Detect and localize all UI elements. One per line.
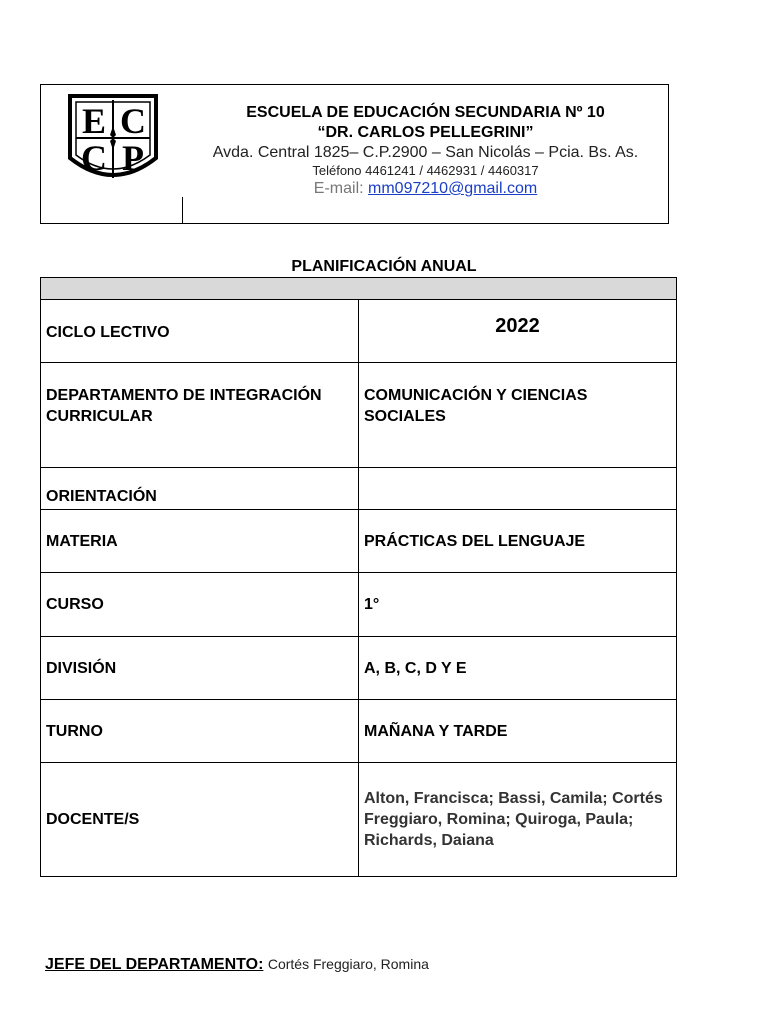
planning-table — [40, 277, 677, 877]
table-row-docentes — [41, 763, 677, 877]
school-name: ESCUELA DE EDUCACIÓN SECUNDARIA Nº 10 — [246, 104, 605, 121]
table-row-division — [41, 637, 677, 700]
logo-letter-p: P — [122, 138, 144, 178]
table-row-turno — [41, 700, 677, 763]
document-title: PLANIFICACIÓN ANUAL — [291, 258, 477, 275]
email-link[interactable]: mm097210@gmail.com — [368, 180, 538, 197]
school-patron: “DR. CARLOS PELLEGRINI” — [317, 124, 534, 141]
row-label-docentes: DOCENTE/S — [41, 763, 359, 877]
school-logo — [65, 92, 161, 188]
logo-letter-e: E — [81, 101, 107, 141]
row-label-turno: TURNO — [41, 700, 359, 763]
department-head — [45, 954, 429, 975]
logo-letter-c1: C — [120, 101, 146, 141]
row-label-curso: CURSO — [41, 573, 359, 637]
row-label-materia: MATERIA — [41, 510, 359, 573]
table-row-ciclo — [41, 300, 677, 363]
logo-cell — [41, 85, 183, 223]
row-value-departamento: COMUNICACIÓN Y CIENCIAS SOCIALES — [359, 363, 677, 468]
row-label-ciclo: CICLO LECTIVO — [41, 300, 359, 363]
department-head-label: JEFE DEL DEPARTAMENTO: — [45, 956, 264, 973]
row-label-division: DIVISIÓN — [41, 637, 359, 700]
table-row-materia — [41, 510, 677, 573]
school-phone: Teléfono 4461241 / 4462931 / 4460317 — [312, 163, 539, 178]
row-label-departamento: DEPARTAMENTO DE INTEGRACIÓN CURRICULAR — [41, 363, 359, 468]
row-value-materia: PRÁCTICAS DEL LENGUAJE — [359, 510, 677, 573]
table-shaded-header — [41, 278, 677, 300]
school-email-line — [183, 179, 668, 199]
row-value-docentes: Alton, Francisca; Bassi, Camila; Cortés Freggiaro, Romina; Quiroga, Paula; Richards, Daiana — [359, 763, 677, 877]
department-head-name: Cortés Freggiaro, Romina — [267, 956, 429, 972]
row-label-orientacion: ORIENTACIÓN — [41, 468, 359, 510]
email-label: E-mail: — [313, 180, 364, 197]
table-row-curso — [41, 573, 677, 637]
table-row-departamento — [41, 363, 677, 468]
table-row-orientacion — [41, 468, 677, 510]
school-header — [40, 84, 669, 224]
row-value-turno: MAÑANA Y TARDE — [359, 700, 677, 763]
school-address: Avda. Central 1825– C.P.2900 – San Nicolás – Pcia. Bs. As. — [212, 144, 639, 161]
row-value-orientacion — [359, 468, 677, 510]
row-value-division: A, B, C, D Y E — [359, 637, 677, 700]
school-info — [183, 103, 668, 199]
logo-letter-c2: C — [81, 138, 107, 178]
row-value-curso: 1° — [359, 573, 677, 637]
row-value-ciclo: 2022 — [495, 315, 540, 337]
